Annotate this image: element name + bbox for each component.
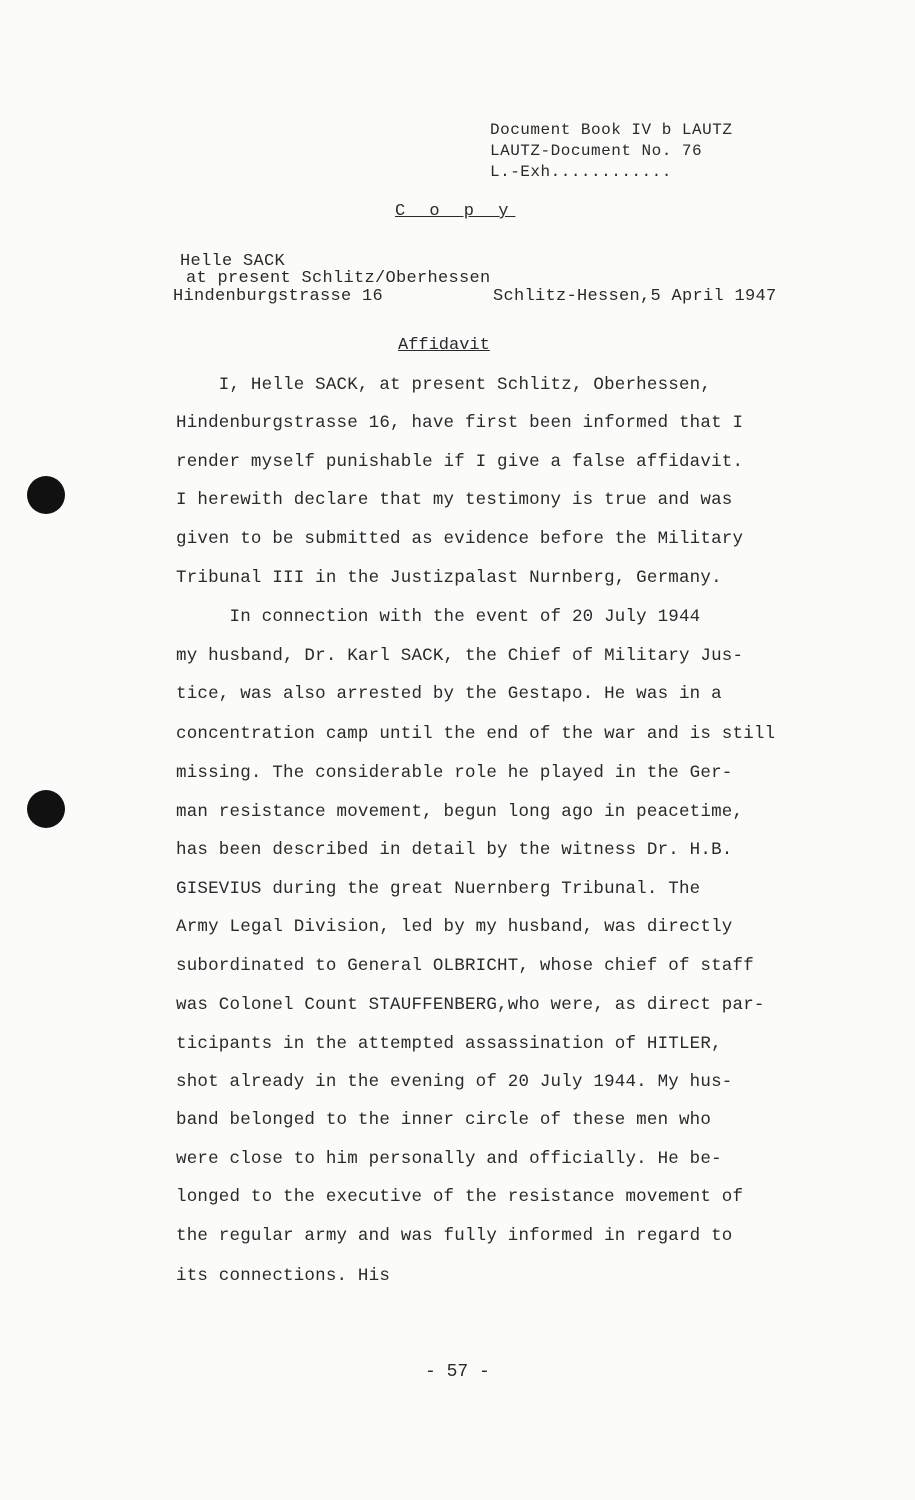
- body-line: missing. The considerable role he played in the Ger-: [176, 763, 733, 783]
- body-line: concentration camp until the end of the war and is still: [176, 724, 776, 744]
- punch-hole-bottom: [27, 790, 65, 828]
- affidavit-title: Affidavit: [398, 336, 490, 355]
- body-line: shot already in the evening of 20 July 1944. My hus-: [176, 1072, 733, 1092]
- header-book-line: Document Book IV b LAUTZ: [490, 121, 733, 139]
- body-line: man resistance movement, begun long ago in peacetime,: [176, 802, 744, 822]
- body-line: I herewith declare that my testimony is true and was: [176, 490, 733, 510]
- body-line: Army Legal Division, led by my husband, was directly: [176, 917, 733, 937]
- body-line: were close to him personally and officially. He be-: [176, 1149, 722, 1169]
- body-line: In connection with the event of 20 July 1944: [176, 607, 701, 627]
- body-line: ticipants in the attempted assassination of HITLER,: [176, 1034, 722, 1054]
- punch-hole-top: [27, 476, 65, 514]
- page-number: - 57 -: [425, 1362, 490, 1382]
- body-line: GISEVIUS during the great Nuernberg Tribunal. The: [176, 879, 701, 899]
- body-line: render myself punishable if I give a false affidavit.: [176, 452, 744, 472]
- body-line: my husband, Dr. Karl SACK, the Chief of Military Jus-: [176, 646, 744, 666]
- body-line: Hindenburgstrasse 16, have first been informed that I: [176, 413, 744, 433]
- body-line: Tribunal III in the Justizpalast Nurnberg, Germany.: [176, 568, 722, 588]
- body-line: given to be submitted as evidence before the Military: [176, 529, 744, 549]
- sender-address: at present Schlitz/Oberhessen: [186, 269, 491, 288]
- body-line: its connections. His: [176, 1266, 391, 1286]
- body-line: tice, was also arrested by the Gestapo. He was in a: [176, 684, 722, 704]
- sender-street: Hindenburgstrasse 16: [173, 287, 384, 306]
- body-line: longed to the executive of the resistance movement of: [176, 1187, 744, 1207]
- body-line: the regular army and was fully informed in regard to: [176, 1226, 733, 1246]
- place-date: Schlitz-Hessen,5 April 1947: [493, 287, 777, 306]
- body-line: subordinated to General OLBRICHT, whose chief of staff: [176, 956, 754, 976]
- copy-heading: C o p y: [395, 202, 516, 221]
- header-doc-line: LAUTZ-Document No. 76: [490, 142, 703, 160]
- body-line: I, Helle SACK, at present Schlitz, Oberhessen,: [176, 375, 712, 395]
- body-line: was Colonel Count STAUFFENBERG,who were, as direct par-: [176, 995, 765, 1015]
- header-exh-line: L.-Exh............: [490, 163, 672, 181]
- body-line: has been described in detail by the witness Dr. H.B.: [176, 840, 733, 860]
- sender-name: Helle SACK: [180, 252, 286, 271]
- body-line: band belonged to the inner circle of these men who: [176, 1110, 712, 1130]
